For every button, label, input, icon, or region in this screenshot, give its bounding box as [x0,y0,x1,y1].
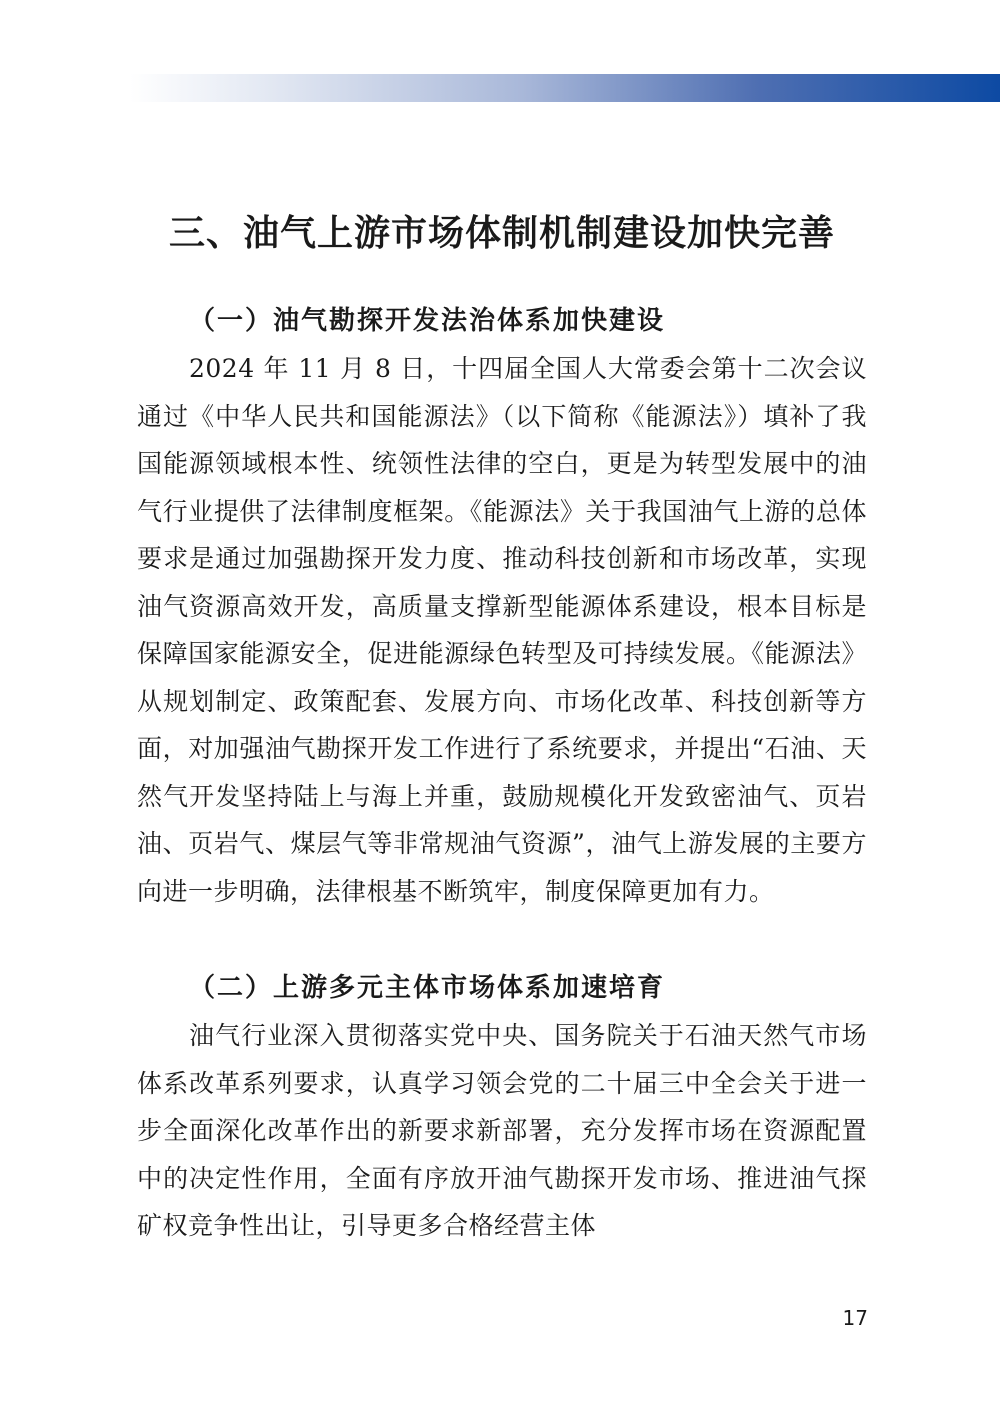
section-heading: （二）上游多元主体市场体系加速培育 [189,973,666,1003]
page-title: 三、油气上游市场体制机制建设加快完善 [168,213,835,254]
body-paragraph: 油气行业深入贯彻落实党中央、国务院关于石油天然气市场体系改革系列要求，认真学习领会党的二十届三中全会关于进一步全面深化改革作出的新要求新部署，充分发挥市场在资源配置中的决定性作用，全面有序放开油气勘探开发市场、推进油气探矿权竞争性出让，引导更多合格经营主体 [137,1021,867,1240]
section-heading: （一）油气勘探开发法治体系加快建设 [189,306,666,336]
section-upstream-market-system [137,965,867,1250]
section-exploration-legal-system [137,298,867,915]
page-number: 17 [842,1306,868,1330]
header-gradient-band [130,74,1000,102]
body-paragraph: 2024 年 11 月 8 日，十四届全国人大常委会第十二次会议通过《中华人民共和国能源法》（以下简称《能源法》）填补了我国能源领域根本性、统领性法律的空白，更是为转型发展中的油气行业提供了法律制度框架。《能源法》关于我国油气上游的总体要求是通过加强勘探开发力度、推动科技创新和市场改革，实现油气资源高效开发，高质量支撑新型能源体系建设，根本目标是保障国家能源安全，促进能源绿色转型及可持续发展。《能源法》从规划制定、政策配套、发展方向、市场化改革、科技创新等方面，对加强油气勘探开发工作进行了系统要求，并提出“石油、天然气开发坚持陆上与海上并重，鼓励规模化开发致密油气、页岩油、页岩气、煤层气等非常规油气资源”，油气上游发展的主要方向进一步明确，法律根基不断筑牢，制度保障更加有力。 [137,354,867,906]
